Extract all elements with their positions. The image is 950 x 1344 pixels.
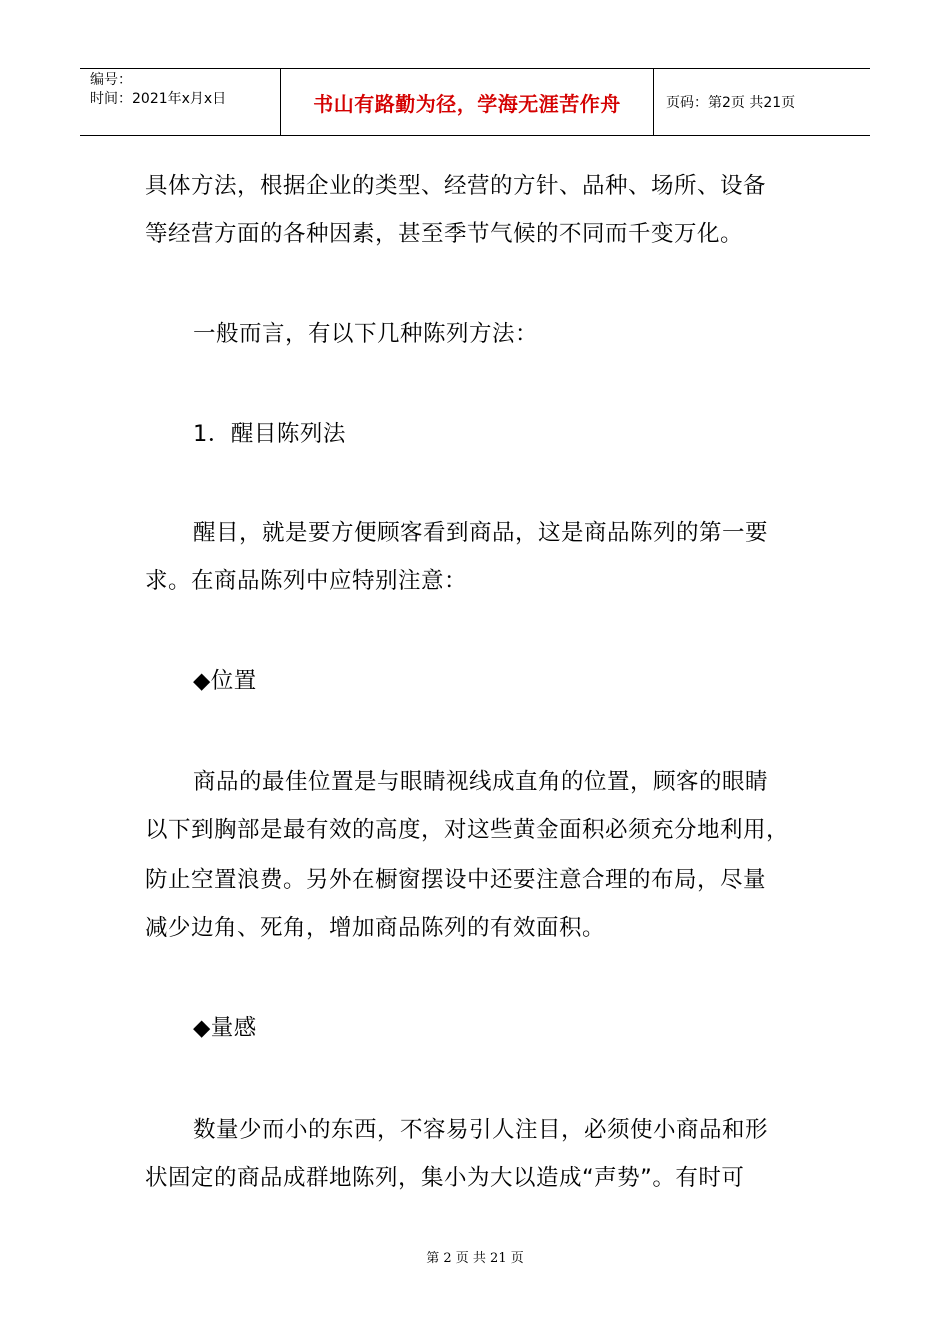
paragraph-line: 防止空置浪费。另外在橱窗摆设中还要注意合理的布局，尽量 <box>145 867 767 893</box>
paragraph-line: 状固定的商品成群地陈列，集小为大以造成“声势”。有时可 <box>145 1165 745 1191</box>
paragraph-line: 商品的最佳位置是与眼睛视线成直角的位置，顾客的眼睛 <box>193 769 769 795</box>
paragraph-line: 以下到胸部是最有效的高度，对这些黄金面积必须充分地利用， <box>145 817 790 843</box>
section-heading: 1．醒目陈列法 <box>193 421 346 447</box>
page-header <box>80 68 870 136</box>
bullet-heading-quantity: ◆量感 <box>193 1015 257 1041</box>
document-number-label: 编号： <box>90 72 132 88</box>
page-footer: 第 2 页 共 21 页 <box>426 1251 524 1266</box>
paragraph-line: 数量少而小的东西，不容易引人注目，必须使小商品和形 <box>193 1117 769 1143</box>
header-meta <box>80 69 281 135</box>
paragraph-line: 醒目，就是要方便顾客看到商品，这是商品陈列的第一要 <box>193 520 769 546</box>
bullet-heading-position: ◆位置 <box>193 668 257 694</box>
paragraph-line: 求。在商品陈列中应特别注意： <box>145 568 468 594</box>
paragraph-intro: 一般而言，有以下几种陈列方法： <box>193 321 539 347</box>
paragraph-line: 减少边角、死角，增加商品陈列的有效面积。 <box>145 915 606 941</box>
document-date: 时间：2021年x月x日 <box>90 91 227 107</box>
header-page-info: 页码：第2页 共21页 <box>666 95 796 111</box>
paragraph-line: 等经营方面的各种因素，甚至季节气候的不同而千变万化。 <box>145 221 744 247</box>
header-motto: 书山有路勤为径，学海无涯苦作舟 <box>281 69 654 135</box>
paragraph-line: 具体方法，根据企业的类型、经营的方针、品种、场所、设备 <box>145 173 767 199</box>
